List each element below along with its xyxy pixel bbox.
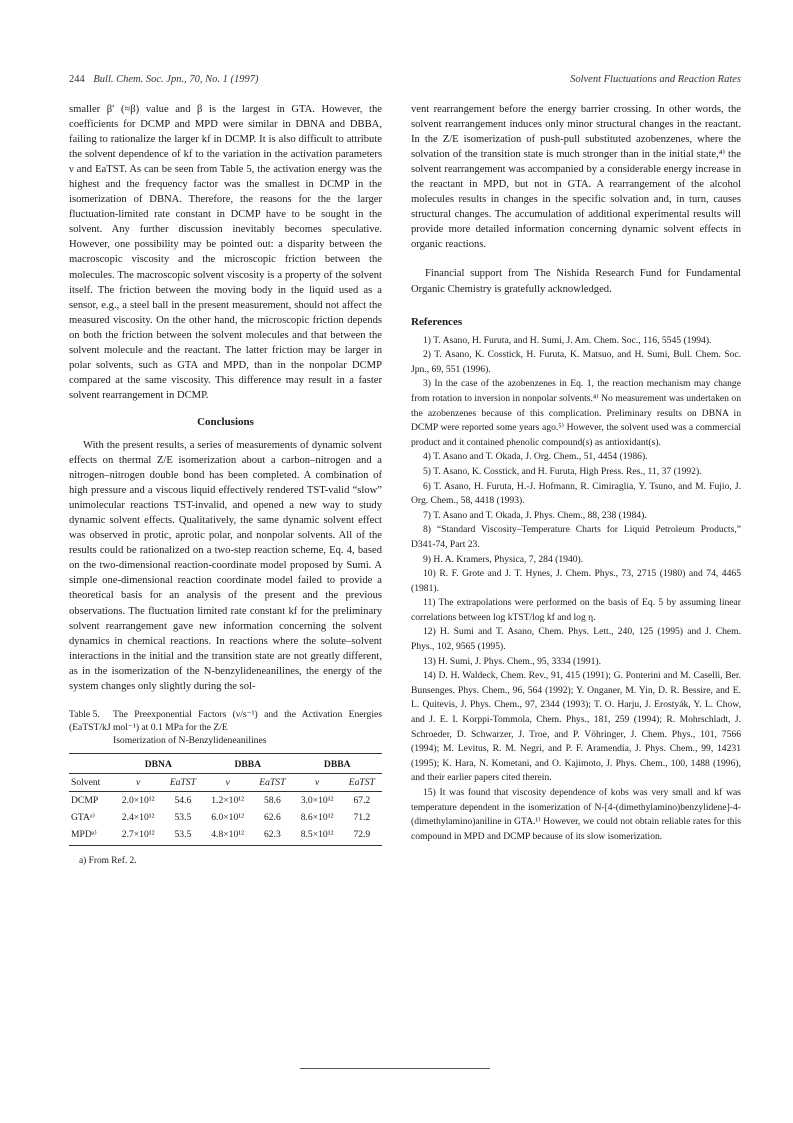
table-row [69, 791, 382, 809]
table-cell: 8.6×10¹² [300, 811, 334, 823]
reference-item: 10) R. F. Grote and J. T. Hynes, J. Chem. Phys., 73, 2715 (1980) and 74, 4465 (1981). [411, 568, 741, 594]
reference-item: 4) T. Asano and T. Okada, J. Org. Chem., 51, 4454 (1986). [423, 451, 648, 463]
body-paragraph: vent rearrangement before the energy barrier crossing. In other words, the solvent rearrangement induces only minor structural changes in the reactant. In the Z/E isomerization of push-pull substituted azobenzenes, where the solvation of the transition state is much stronger than in the initial state,⁴⁾ the solvent rearrangement was accompanied by a considerable energy increase in the reactant in MPD, but not in GTA. A rearrangement of the alcohol molecules results in changes in the specific solvation and, in turn, causes structural changes. The accumulation of additional experimental results will provide more detailed information concerning dynamic solvent effects in organic reactions. [411, 104, 741, 251]
table-cell: 4.8×10¹² [203, 826, 252, 846]
reference-item: 15) It was found that viscosity dependence of kobs was very small and kf was temperature dependent in the isomerization of N-[4-(dimethylamino)benzylidene]-4-(dimethylamino)aniline in GTA.¹⁾ However, we could not obtain reliable rates for this compound in MPD and DCMP because of its slow isomerization. [411, 787, 741, 842]
bottom-divider [300, 1068, 490, 1069]
group-header: DBBA [203, 753, 292, 773]
table-cell: 58.6 [263, 794, 281, 806]
table-cell: MPDᵃ⁾ [69, 826, 114, 846]
reference-item: 9) H. A. Kramers, Physica, 7, 284 (1940). [423, 553, 584, 565]
reference-item: 7) T. Asano and T. Okada, J. Phys. Chem., 88, 238 (1984). [423, 509, 647, 521]
right-column [411, 102, 741, 844]
reference-item: 3) In the case of the azobenzenes in Eq. 1, the reaction mechanism may change from rotation to inversion in nonpolar solvents.⁴⁾ No measurement was undertaken on the azobenzenes because of this complication. Preliminary results on DBNA in DCMP were reported some years ago.⁵⁾ However, the solvent used was a commercial product and it contained phenolic compound(s) as antioxidant(s). [411, 378, 741, 448]
journal-citation: Bull. Chem. Soc. Jpn., 70, No. 1 (1997) [93, 74, 259, 85]
table-row [69, 826, 382, 846]
reference-item: 1) T. Asano, H. Furuta, and H. Sumi, J. Am. Chem. Soc., 116, 5545 (1994). [423, 334, 712, 346]
table-cell: 2.0×10¹² [121, 794, 155, 806]
reference-item: 14) D. H. Waldeck, Chem. Rev., 91, 415 (1991); G. Ponterini and M. Caselli, Ber. Bunsenges. Phys. Chem., 96, 564 (1992); Y. Onganer, M. Yin, D. R. Bessire, and E. L. Quitevis, J. Phys. Chem., 97, 2344 (1993); T. O. Harju, J. Erostyák, Y. L. Chow, and J. E. I. Korppi-Tommola, Chem. Phys., 181, 259 (1994); R. Mohrschladt, J. Schroeder, D. Schwarzer, J. Troe, and P. Vöhringer, J. Chem. Phys., 101, 7566 (1994); M. Levitus, R. M. Negri, and P. F. Aramendía, J. Phys. Chem., 99, 14231 (1995); K. Hara, N. Kometani, and O. Kajimoto, J. Phys. Chem., 100, 1488 (1996), and their earlier papers cited therein. [411, 670, 741, 784]
table-cell: GTAᵃ⁾ [71, 811, 95, 823]
table-caption-line: The Preexponential Factors (ν/s⁻¹) and the Activation Energies (EaTST/kJ mol⁻¹) at 0.1 MPa for the Z/E [69, 708, 382, 733]
table-cell: 53.5 [174, 811, 192, 823]
column-header: EaTST [342, 773, 382, 791]
table-cell: 71.2 [353, 811, 371, 823]
reference-item: 6) T. Asano, H. Furuta, H.-J. Hofmann, R. Cimiraglia, Y. Tsuno, and M. Fujio, J. Org. Chem., 58, 4418 (1993). [411, 480, 741, 507]
reference-item: 8) “Standard Viscosity–Temperature Charts for Liquid Petroleum Products,” D341-74, Part 23. [411, 524, 741, 550]
table-5 [69, 708, 382, 869]
body-paragraph: With the present results, a series of measurements of dynamic solvent effects on thermal Z/E isomerization about a carbon–nitrogen and a nitrogen–nitrogen double bond has been completed. A combination of high pressure and a viscous liquid effectively rendered TST-valid “slow” unimolecular reactions TST-invalid, and opened a new way to study dynamic solvent effects. Qualitatively, the same dynamic solvent effect was observed in protic, aprotic polar, and nonpolar solvents. All of the results could be rationalized on a two-step reaction scheme, Eq. 4, based on the two-dimensional reaction-coordinate model proposed by Sumi. A simple one-dimensional reaction coordinate model failed to provide a theoretical basis for an analysis of the present and the previous observations. The fluctuation limited rate constant kf for the preliminary solvent rearrangement gave new information concerning the solvent dynamics in chemical reactions. In reactions where the solute–solvent interactions in the initial and the transition state are not greatly different, as in the isomerization of the N-benzylideneanilines, the energy of the system changes only slightly during the sol- [69, 439, 382, 692]
table-cell: 54.6 [174, 794, 192, 806]
references-heading: References [411, 315, 463, 328]
references-list [411, 334, 741, 845]
group-header: DBBA [293, 753, 382, 773]
column-header: Solvent [69, 773, 114, 791]
body-paragraph: smaller β′ (≈β) value and β is the largest in GTA. However, the coefficients for DCMP and MPD were similar in DBNA and DBBA, failing to rationalize the larger kf in DCMP. It is also difficult to attribute the solvent dependence of kf to the variation in the activation parameters ν and EaTST. As can be seen from Table 5, the activation energy was the highest and the frequency factor was the smallest in DCMP in the isomerization of DBNA. Therefore, the reasons for the the larger fluctuation-limited rate constant in DCMP have to be sought in the solvent. Any further discussion inevitably becomes speculative. However, one possibility may be pointed out: a disparity between the macroscopic viscosity and the microscopic friction between the molecules. The macroscopic solvent viscosity is a property of the solvent itself. The friction between the moving body in the liquid used as a sensor, e.g., a steel ball in the present measurement, should not affect the measured viscosity. On the other hand, the microscopic friction depends on both the friction between the solvent molecules and that between the solvent molecule and the reactant. The latter friction may be larger in polar solvents, such as GTA and MPD, than in the nonpolar DCMP compared at the same viscosity. This difference may result in a faster solvent rearrangement in DCMP. [69, 104, 382, 401]
reference-item: 13) H. Sumi, J. Phys. Chem., 95, 3334 (1991). [423, 655, 602, 667]
table-group-header-row [69, 753, 382, 773]
table-cell: 72.9 [342, 826, 382, 846]
table-cell: 2.7×10¹² [114, 826, 163, 846]
column-header: ν [293, 773, 342, 791]
reference-item: 2) T. Asano, K. Cosstick, H. Furuta, K. Matsuo, and H. Sumi, Bull. Chem. Soc. Jpn., 69, 551 (1996). [411, 349, 741, 375]
data-table [69, 753, 382, 846]
reference-item: 11) The extrapolations were performed on the basis of Eq. 5 by assuming linear correlations between log kTST/log kf and log η. [411, 597, 741, 623]
table-number: Table 5. [69, 708, 100, 720]
table-cell: 2.4×10¹² [121, 811, 155, 823]
column-header: ν [114, 773, 163, 791]
table-cell: 62.3 [252, 826, 292, 846]
group-header: DBNA [114, 753, 203, 773]
table-row [69, 809, 382, 826]
table-cell: 1.2×10¹² [211, 794, 244, 806]
table-cell: 6.0×10¹² [211, 811, 244, 823]
table-cell: 67.2 [353, 794, 371, 806]
table-caption-line: Isomerization of N-Benzylideneanilines [113, 734, 267, 746]
conclusions-heading: Conclusions [197, 415, 254, 428]
acknowledgment: Financial support from The Nishida Research Fund for Fundamental Organic Chemistry is gratefully acknowledged. [411, 268, 741, 295]
page-header [69, 74, 741, 88]
column-header: EaTST [163, 773, 203, 791]
table-cell: 3.0×10¹² [300, 794, 334, 806]
column-header: EaTST [252, 773, 292, 791]
table-cell: 8.5×10¹² [293, 826, 342, 846]
running-title: Solvent Fluctuations and Reaction Rates [570, 74, 741, 85]
table-header-row [69, 773, 382, 791]
table-footnote: a) From Ref. 2. [79, 856, 137, 867]
table-cell: 62.6 [263, 811, 281, 823]
reference-item: 5) T. Asano, K. Cosstick, and H. Furuta, High Press. Res., 11, 37 (1992). [423, 465, 702, 477]
table-cell: DCMP [71, 794, 99, 806]
column-header: ν [203, 773, 252, 791]
table-cell: 53.5 [163, 826, 203, 846]
page-number: 244 [69, 74, 85, 85]
left-column [69, 102, 382, 869]
reference-item: 12) H. Sumi and T. Asano, Chem. Phys. Lett., 240, 125 (1995) and J. Chem. Phys., 102, 9565 (1995). [411, 626, 741, 653]
table-caption [69, 708, 382, 747]
